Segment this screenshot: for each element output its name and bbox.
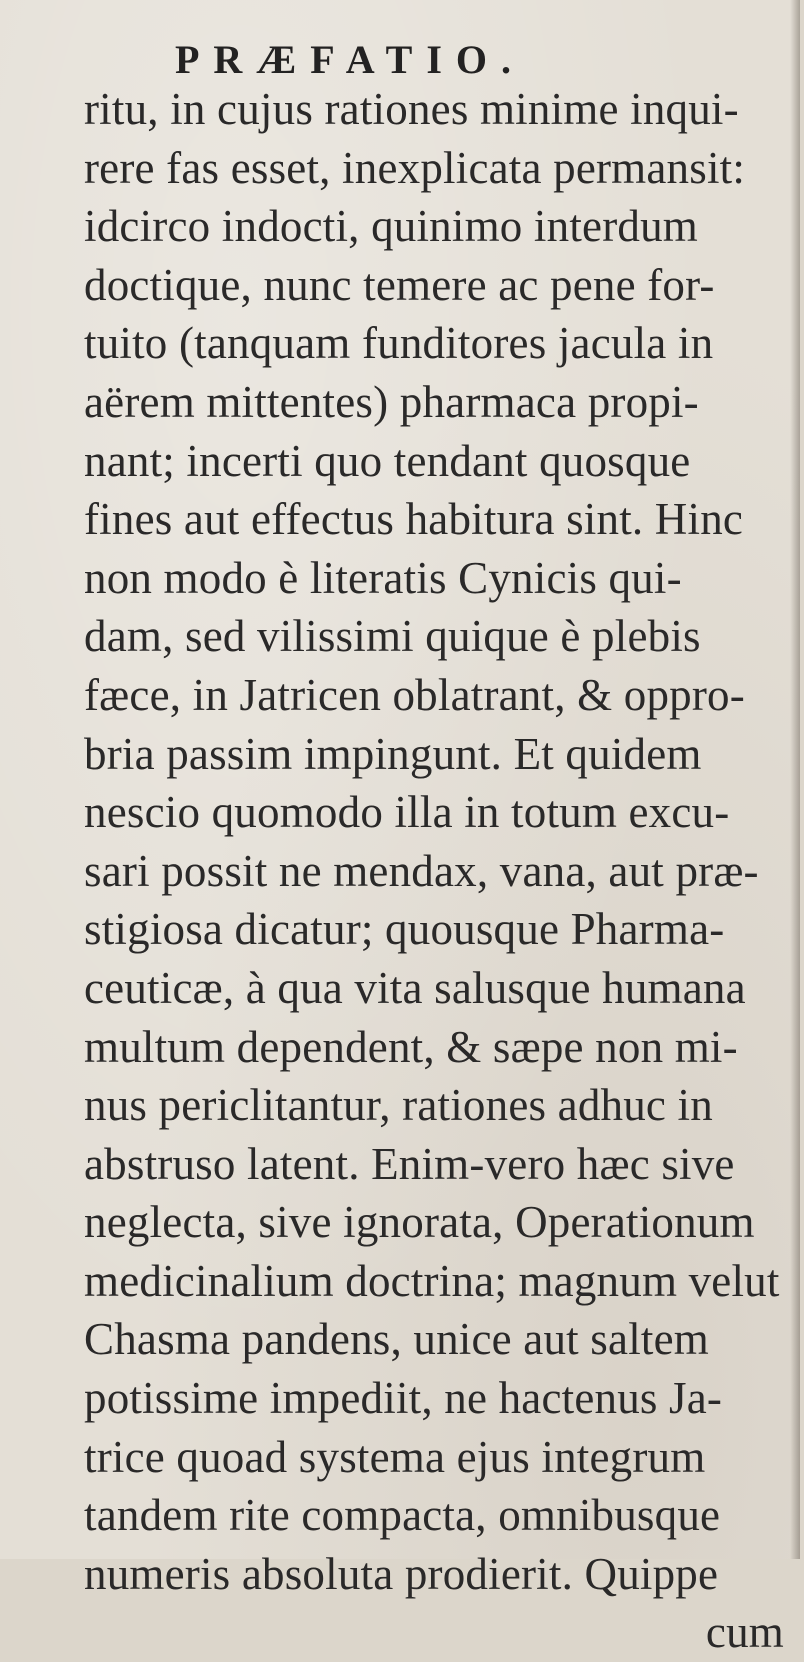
text-line: trice quoad systema ejus integrum xyxy=(84,1431,706,1482)
text-line: nescio quomodo illa in totum excu- xyxy=(84,787,730,838)
text-line: non modo è literatis Cynicis qui- xyxy=(84,552,682,603)
text-line: tuito (tanquam funditores jacula in xyxy=(84,318,714,369)
text-line: stigiosa dicatur; quousque Pharma- xyxy=(84,904,725,955)
text-line: numeris absoluta prodierit. Quippe xyxy=(84,1548,719,1599)
text-line: ceuticæ, à qua vita salusque humana xyxy=(84,962,746,1013)
text-line: tandem rite compacta, omnibusque xyxy=(84,1490,721,1541)
text-line: multum dependent, & sæpe non mi- xyxy=(84,1021,738,1072)
text-line: fines aut effectus habitura sint. Hinc xyxy=(84,494,744,545)
text-line: nant; incerti quo tendant quosque xyxy=(84,435,691,486)
text-line: Chasma pandens, unice aut saltem xyxy=(84,1314,709,1365)
text-line: aërem mittentes) pharmaca propi- xyxy=(84,376,699,427)
text-line: idcirco indocti, quinimo interdum xyxy=(84,201,698,252)
text-line: nus periclitantur, rationes adhuc in xyxy=(84,1080,713,1131)
text-line: neglecta, sive ignorata, Operationum xyxy=(84,1197,755,1248)
text-line: ritu, in cujus rationes minime inqui- xyxy=(84,84,739,134)
text-line: sari possit ne mendax, vana, aut præ- xyxy=(84,845,759,896)
running-head: PRÆFATIO. xyxy=(174,37,526,82)
text-line: abstruso latent. Enim-vero hæc sive xyxy=(84,1138,735,1189)
text-line: potissime impediit, ne hactenus Ja- xyxy=(84,1373,723,1424)
text-line: dam, sed vilissimi quique è plebis xyxy=(84,611,701,662)
catchword: cum xyxy=(705,1607,784,1658)
text-line: rere fas esset, inexplicata permansit: xyxy=(84,142,746,193)
text-line: medicinalium doctrina; magnum velut xyxy=(84,1255,780,1306)
body-text xyxy=(84,80,804,1662)
text-line: doctique, nunc temere ac pene for- xyxy=(84,259,715,310)
text-line: fæce, in Jatricen oblatrant, & oppro- xyxy=(84,669,745,720)
text-line: bria passim impingunt. Et quidem xyxy=(84,728,702,779)
